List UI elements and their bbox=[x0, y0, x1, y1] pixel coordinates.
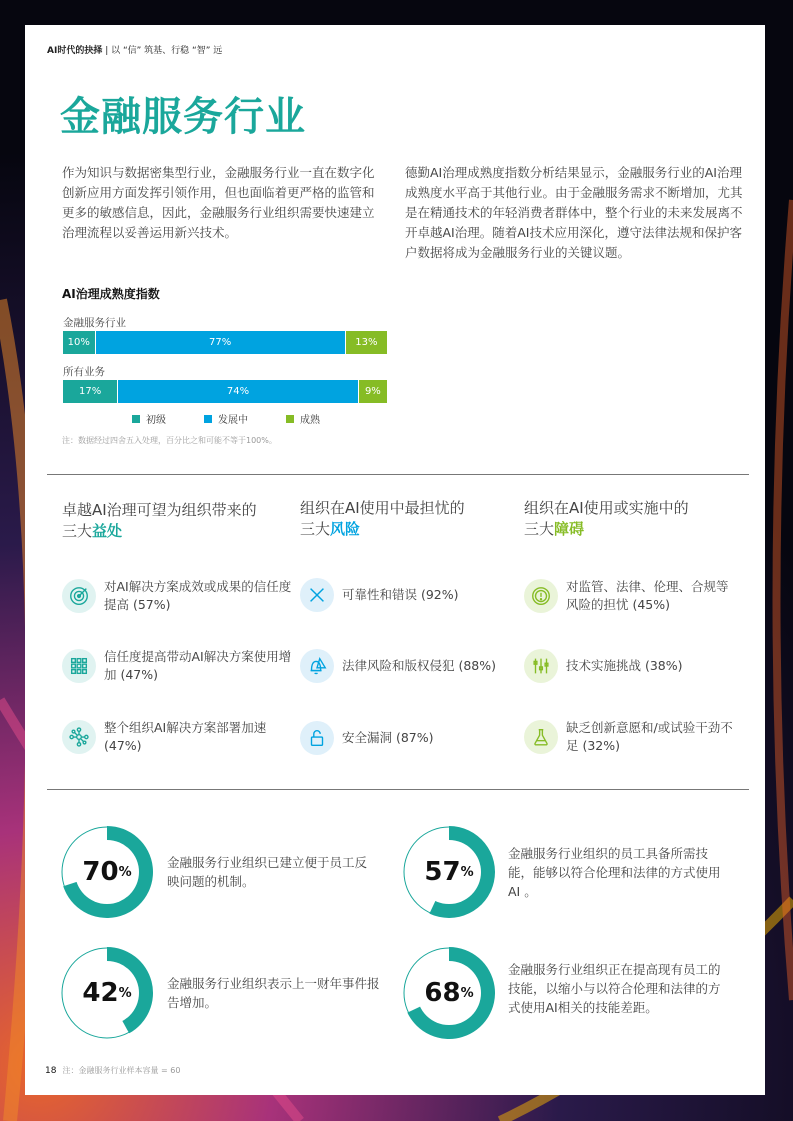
risk-text: 安全漏洞 (87%) bbox=[342, 730, 434, 745]
alert-bell-icon bbox=[300, 649, 334, 683]
stat-unit: % bbox=[460, 864, 474, 880]
stat-unit: % bbox=[118, 985, 132, 1001]
barriers-heading bbox=[524, 498, 764, 540]
stat-description: 金融服务行业组织表示上一财年事件报告增加。 bbox=[167, 976, 380, 1010]
legend-swatch bbox=[204, 415, 212, 423]
footer-note: 注：金融服务行业样本容量 = 60 bbox=[62, 1066, 181, 1075]
chart-bar-row bbox=[63, 380, 388, 403]
stat-value bbox=[403, 826, 495, 918]
chart-title: AI治理成熟度指数 bbox=[62, 287, 160, 301]
heading-line2: 三大 bbox=[62, 522, 93, 540]
risk-item bbox=[300, 578, 510, 612]
grid-icon bbox=[62, 649, 96, 683]
stat-number: 68 bbox=[424, 978, 461, 1008]
chart-data-label: 77% bbox=[209, 337, 232, 348]
barrier-item bbox=[524, 719, 734, 755]
chart-data-label: 13% bbox=[355, 337, 378, 348]
header-separator: | bbox=[105, 46, 109, 56]
chart-bar-row bbox=[63, 331, 388, 354]
flask-icon bbox=[524, 720, 558, 754]
benefit-item bbox=[62, 719, 292, 755]
stat-value bbox=[403, 947, 495, 1039]
stat-unit: % bbox=[118, 864, 132, 880]
legend-label: 初级 bbox=[146, 415, 166, 426]
section-divider bbox=[47, 789, 749, 790]
stat-number: 70 bbox=[82, 857, 119, 887]
chart-bar-segment bbox=[63, 380, 118, 403]
barrier-item bbox=[524, 649, 729, 683]
legend-swatch bbox=[286, 415, 294, 423]
target-icon bbox=[62, 579, 96, 613]
legend-item bbox=[286, 411, 320, 426]
page bbox=[25, 25, 765, 1095]
stat-value bbox=[61, 947, 153, 1039]
exclamation-icon bbox=[524, 579, 558, 613]
legend-item bbox=[132, 411, 166, 426]
heading-line2: 三大 bbox=[300, 520, 331, 538]
stat-description: 金融服务行业组织正在提高现有员工的技能，以缩小与以符合伦理和法律的方式使用AI相关的技能差距。 bbox=[508, 962, 721, 1015]
legend-item bbox=[204, 411, 248, 426]
barrier-text: 技术实施挑战 (38%) bbox=[566, 658, 683, 673]
stat-unit: % bbox=[460, 985, 474, 1001]
chart-note: 注：数据经过四舍五入处理，百分比之和可能不等于100%。 bbox=[62, 436, 277, 445]
stat-description: 金融服务行业组织已建立便于员工反映问题的机制。 bbox=[167, 855, 368, 889]
chart-bar-segment bbox=[359, 380, 388, 403]
intro-left-paragraph: 作为知识与数据密集型行业，金融服务行业一直在数字化创新应用方面发挥引领作用，但也面临着更严格的监管和更多的敏感信息，因此，金融服务行业组织需要快速建立治理流程以妥善运用新兴技术。 bbox=[62, 165, 375, 240]
stat-value bbox=[61, 826, 153, 918]
heading-prefix: 组织在AI使用中最担忧的 bbox=[300, 499, 465, 517]
page-title: 金融服务行业 bbox=[60, 94, 306, 140]
chart-data-label: 74% bbox=[226, 386, 250, 397]
barrier-item bbox=[524, 578, 729, 614]
chart-bar-segment bbox=[63, 331, 96, 354]
unlock-icon bbox=[300, 721, 334, 755]
risk-item bbox=[300, 649, 515, 683]
legend-label: 发展中 bbox=[218, 415, 248, 426]
page-footer bbox=[45, 1065, 180, 1076]
chart-data-label: 9% bbox=[364, 386, 381, 397]
barrier-text: 缺乏创新意愿和/或试验干劲不足 (32%) bbox=[566, 720, 733, 753]
running-header bbox=[47, 43, 222, 56]
heading-prefix: 卓越AI治理可望为组织带来的 bbox=[62, 501, 257, 519]
chart-bar-segment bbox=[118, 380, 359, 403]
chart-legend bbox=[132, 411, 320, 426]
benefit-text: 信任度提高带动AI解决方案使用增加 (47%) bbox=[104, 649, 292, 682]
heading-highlight: 益处 bbox=[92, 522, 123, 540]
heading-highlight: 障碍 bbox=[554, 520, 585, 538]
chart-bar-segment bbox=[346, 331, 388, 354]
chart-category-label: 所有业务 bbox=[63, 366, 105, 378]
header-subtitle: 以 “信” 筑基、行稳 “智” 远 bbox=[111, 46, 223, 56]
benefit-text: 对AI解决方案成效或成果的信任度提高 (57%) bbox=[104, 579, 292, 612]
intro-right-paragraph: 德勤AI治理成熟度指数分析结果显示，金融服务行业的AI治理成熟度水平高于其他行业。由于金融服务需求不断增加，尤其是在精通技术的年轻消费者群体中，整个行业的未来发展离不开卓越AI治理。随着AI技术应用深化，遵守法律法规和保护客户数据将成为金融服务行业的关键议题。 bbox=[405, 165, 743, 260]
benefits-heading bbox=[62, 500, 302, 542]
benefit-item bbox=[62, 578, 292, 614]
chart-data-label: 10% bbox=[67, 337, 90, 348]
risk-item bbox=[300, 721, 510, 755]
page-number: 18 bbox=[45, 1066, 57, 1076]
benefit-text: 整个组织AI解决方案部署加速 (47%) bbox=[104, 720, 267, 753]
barrier-text: 对监管、法律、伦理、合规等风险的担忧 (45%) bbox=[566, 579, 729, 612]
risk-text: 可靠性和错误 (92%) bbox=[342, 587, 459, 602]
sliders-icon bbox=[524, 649, 558, 683]
chart-bar-segment bbox=[96, 331, 346, 354]
legend-swatch bbox=[132, 415, 140, 423]
chart-data-label: 17% bbox=[79, 386, 102, 397]
benefit-item bbox=[62, 648, 292, 684]
chart-category-label: 金融服务行业 bbox=[63, 317, 126, 329]
heading-line2: 三大 bbox=[524, 520, 555, 538]
risk-text: 法律风险和版权侵犯 (88%) bbox=[342, 658, 497, 673]
header-brand: AI时代的抉择 bbox=[47, 46, 103, 56]
heading-highlight: 风险 bbox=[330, 520, 361, 538]
network-icon bbox=[62, 720, 96, 754]
stat-description: 金融服务行业组织的员工具备所需技能，能够以符合伦理和法律的方式使用AI 。 bbox=[508, 846, 721, 899]
stat-number: 57 bbox=[424, 857, 461, 887]
legend-label: 成熟 bbox=[300, 415, 320, 426]
section-divider bbox=[47, 474, 749, 475]
x-icon bbox=[300, 578, 334, 612]
heading-prefix: 组织在AI使用或实施中的 bbox=[524, 499, 689, 517]
risks-heading bbox=[300, 498, 540, 540]
stat-number: 42 bbox=[82, 978, 119, 1008]
